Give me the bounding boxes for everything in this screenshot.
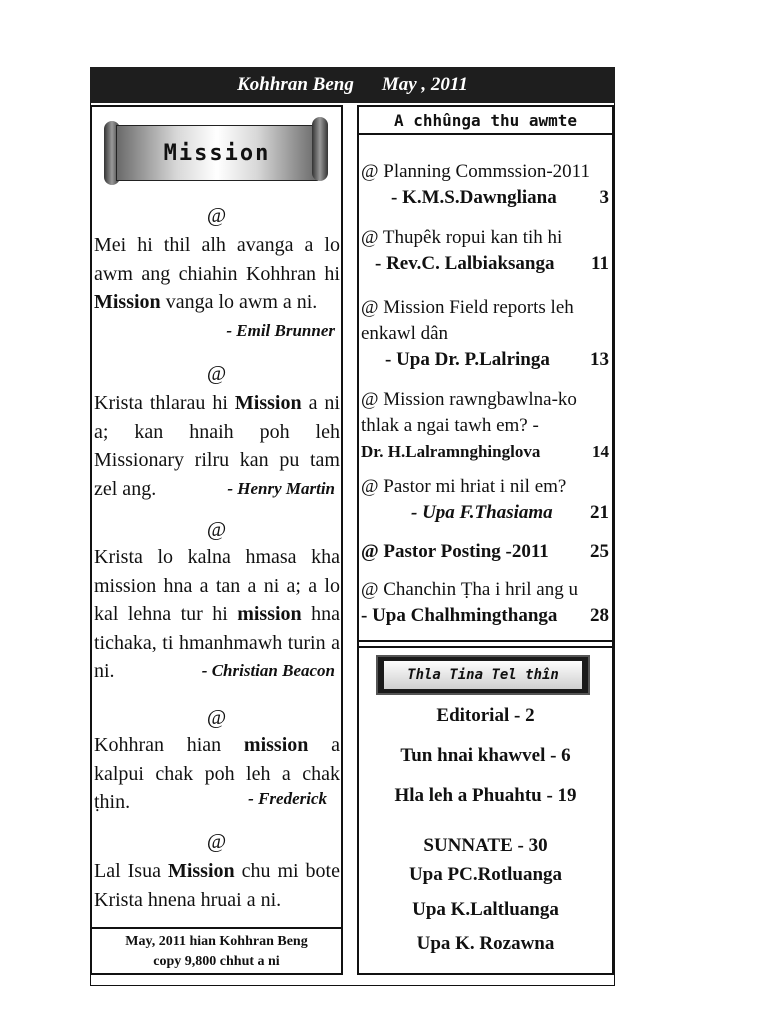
mission-column — [90, 105, 343, 975]
toc-author: Dr. H.Lalramnghinglova 14 — [361, 439, 609, 465]
quote-text: Kohhran hian mission a kalpui chak poh leh a chak ṭhin. — [94, 734, 340, 813]
print-run-note — [92, 927, 341, 973]
quote-author: - Frederick — [248, 789, 327, 808]
regular-item: Editorial - 2 — [436, 705, 535, 726]
mission-title: Mission — [116, 125, 318, 181]
toc-title: @ Mission Field reports leh enkawl dân — [361, 297, 574, 344]
toc-item[interactable] — [361, 225, 609, 277]
toc-item[interactable] — [361, 387, 609, 465]
toc-page: 21 — [590, 502, 609, 523]
toc-page: 28 — [590, 605, 609, 626]
toc-author: - Upa Dr. P.Lalringa 13 — [361, 347, 609, 373]
header-bar — [90, 67, 615, 103]
regular-item: Upa PC.Rotluanga — [408, 864, 563, 885]
page — [90, 67, 615, 987]
scroll-roll-right — [312, 117, 328, 181]
quote-text: Lal Isua Mission chu mi bote Krista hnena hruai a ni. — [94, 860, 340, 911]
monthly-section-button[interactable] — [376, 655, 590, 695]
quote-author: - Emil Brunner — [226, 321, 335, 340]
at-symbol: @ — [206, 517, 227, 541]
toc-title: @ Planning Commssion-2011 — [361, 161, 590, 182]
toc-page: 13 — [590, 349, 609, 370]
section-divider — [359, 640, 612, 648]
toc-title: @ Pastor mi hriat i nil em? — [361, 476, 567, 497]
toc-item[interactable] — [361, 474, 609, 526]
print-run-line: May, 2011 hian Kohhran Beng — [125, 934, 308, 949]
magazine-name: Kohhran Beng — [237, 74, 354, 95]
toc-page: 11 — [591, 253, 609, 274]
toc-title: @ Mission rawngbawlna-ko thlak a ngai tawh em? - — [361, 389, 577, 436]
at-symbol: @ — [206, 829, 227, 853]
toc-page: 3 — [599, 187, 609, 208]
quote-text: Mei hi thil alh avanga a lo awm ang chiahin Kohhran hi Mission vanga lo awm a ni. — [94, 234, 340, 313]
toc-item[interactable] — [361, 539, 609, 565]
toc-item[interactable] — [361, 159, 609, 211]
regular-item: Upa K.Laltluanga — [412, 899, 559, 920]
quote-text: Krista lo kalna hmasa kha mission hna a tan a ni a; a lo kal lehna tur hi mission hna tichaka, ti hmanhmawh turin a ni. — [94, 546, 340, 682]
print-run-line: copy 9,800 chhut a ni — [153, 954, 280, 969]
toc-author: - Upa Chalhmingthanga 28 — [361, 603, 609, 629]
toc-title: @ Thupêk ropui kan tih hi — [361, 227, 563, 248]
regular-item: Hla leh a Phuahtu - 19 — [394, 785, 577, 806]
at-symbol: @ — [206, 361, 227, 385]
issue-date: May , 2011 — [381, 74, 468, 95]
contents-title: A chhûnga thu awmte — [359, 107, 612, 135]
toc-title: @ Chanchin Ṭha i hril ang u — [361, 579, 578, 600]
toc-page: 25 — [590, 541, 609, 562]
regular-item: SUNNATE - 30 — [423, 835, 548, 856]
at-symbol: @ — [206, 705, 227, 729]
regular-item: Upa K. Rozawna — [416, 933, 555, 954]
toc-title: @ Pastor Posting -2011 25 — [361, 539, 609, 565]
regular-item: Tun hnai khawvel - 6 — [400, 745, 571, 766]
mission-banner — [100, 117, 330, 189]
toc-item[interactable] — [361, 577, 609, 629]
contents-column — [357, 105, 614, 975]
toc-author: - Upa F.Thasiama 21 — [361, 500, 609, 526]
at-symbol: @ — [206, 203, 227, 227]
toc-author: - K.M.S.Dawngliana 3 — [361, 185, 609, 211]
quote-author: - Henry Martin — [227, 479, 335, 498]
toc-author: - Rev.C. Lalbiaksanga 11 — [361, 251, 609, 277]
quote-author: - Christian Beacon — [201, 661, 335, 680]
quote-text: Krista thlarau hi Mission a ni a; kan hnaih poh leh Missionary rilru kan pu tam zel ang. — [94, 392, 340, 500]
toc-page: 14 — [592, 442, 609, 461]
monthly-section-label: Thla Tina Tel thîn — [384, 661, 582, 689]
toc-item[interactable] — [361, 295, 609, 373]
